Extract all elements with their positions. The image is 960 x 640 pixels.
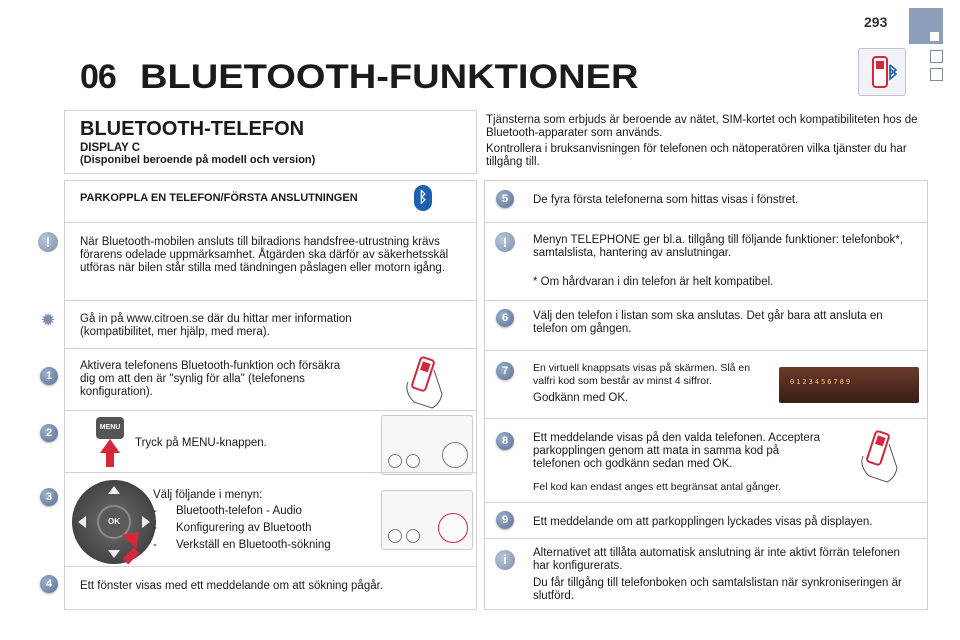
step-badge-1: 1	[40, 367, 58, 385]
bluetooth-phone-icon	[858, 48, 906, 96]
radio-unit-icon-2	[381, 490, 473, 550]
arrow-up-icon	[100, 439, 120, 453]
step-1-text: Aktivera telefonens Bluetooth-funktion och försäkra dig om att den är "synlig för alla" (telefonens konfiguration).	[80, 360, 341, 398]
menu-item-3: Verkställ en Bluetooth-sökning	[176, 539, 331, 551]
step-7-text: En virtuell knappsats visas på skärmen. Slå en valfri kod som består av minst 4 siffror.	[533, 362, 751, 387]
chapter-tab	[909, 8, 943, 44]
chapter-title: BLUETOOTH-FUNKTIONER	[140, 58, 639, 96]
warning-text: När Bluetooth-mobilen ansluts till bilradions handsfree-utrustning krävs förarens odelade uppmärksamhet. Åtgärden ska därför av säkerhetsskäl utföras när bilen står stilla med tändningen påslagen eller motorn igång.	[80, 236, 449, 274]
nav-square-1	[930, 50, 943, 63]
pairing-title: PARKOPPLA EN TELEFON/FÖRSTA ANSLUTNINGEN	[80, 192, 358, 204]
step-2-text: Tryck på MENU-knappen.	[135, 437, 267, 449]
step-6-text: Välj den telefon i listan som ska anslutas. Det går bara att ansluta en telefon om gången.	[533, 310, 883, 335]
intro-paragraph-2: Kontrollera i bruksanvisningen för telefonen och nätoperatören vilka tjänster du har tillgång till.	[486, 143, 907, 168]
phone-hand-icon	[400, 352, 454, 410]
telephone-menu-text: Menyn TELEPHONE ger bl.a. tillgång till följande funktioner: telefonbok*, samtalslista, hantering av anslutningar.	[533, 234, 903, 259]
info-text-2: Du får tillgång till telefonboken och samtalslistan när synkroniseringen är slutförd.	[533, 577, 902, 602]
step-7-confirm: Godkänn med OK.	[533, 392, 629, 404]
step-badge-9: 9	[496, 511, 514, 529]
intro-paragraph-1: Tjänsterna som erbjuds är beroende av nätet, SIM-kortet och kompatibiliteten hos de Bluetooth-apparater som används.	[486, 114, 918, 139]
phone-hand-icon-2	[855, 426, 909, 484]
step-8-warning: Fel kod kan endast anges ett begränsat antal gånger.	[533, 481, 782, 493]
tip-icon: ✹	[40, 310, 56, 330]
footnote-text: * Om hårdvaran i din telefon är helt kompatibel.	[533, 276, 774, 288]
step-badge-7: 7	[496, 362, 514, 380]
info-icon: i	[495, 550, 515, 570]
step-9-text: Ett meddelande om att parkopplingen lyckades visas på displayen.	[533, 516, 873, 528]
ok-button-icon: OK	[97, 505, 131, 539]
page-number: 293	[864, 14, 888, 30]
step-5-text: De fyra första telefonerna som hittas visas i fönstret.	[533, 194, 799, 206]
tip-text: Gå in på www.citroen.se där du hittar mer information (kompatibilitet, mer hjälp, med mera).	[80, 313, 352, 338]
menu-item-2: Konfigurering av Bluetooth	[176, 522, 312, 534]
warning-icon: !	[38, 232, 58, 252]
step-4-text: Ett fönster visas med ett meddelande om att sökning pågår.	[80, 580, 384, 592]
availability-note: (Disponibel beroende på modell och version)	[80, 154, 316, 166]
step-badge-8: 8	[496, 432, 514, 450]
nav-square-2	[930, 68, 943, 81]
section-subtitle: DISPLAY C	[80, 142, 141, 154]
step-badge-3: 3	[40, 488, 58, 506]
radio-unit-icon	[381, 415, 473, 475]
info-text-1: Alternativet att tillåta automatisk anslutning är inte aktivt förrän telefonen har konfigurerats.	[533, 547, 900, 572]
section-title: BLUETOOTH-TELEFON	[80, 118, 305, 140]
bluetooth-icon: ᛒ	[414, 185, 432, 211]
step-8-text: Ett meddelande visas på den valda telefonen. Acceptera parkopplingen genom att mata in samma kod på telefonen och godkänn sedan med OK.	[533, 432, 821, 470]
keypad-digits: 0123456789	[790, 378, 853, 386]
step-badge-2: 2	[40, 424, 58, 442]
menu-item-1: Bluetooth-telefon - Audio	[176, 505, 302, 517]
step-badge-6: 6	[496, 309, 514, 327]
menu-button-icon: MENU	[96, 417, 124, 439]
step-badge-4: 4	[40, 575, 58, 593]
warning-icon-2: !	[495, 232, 515, 252]
step-badge-5: 5	[496, 190, 514, 208]
chapter-number: 06	[80, 58, 116, 96]
step-3-intro: Välj följande i menyn:	[153, 489, 263, 501]
